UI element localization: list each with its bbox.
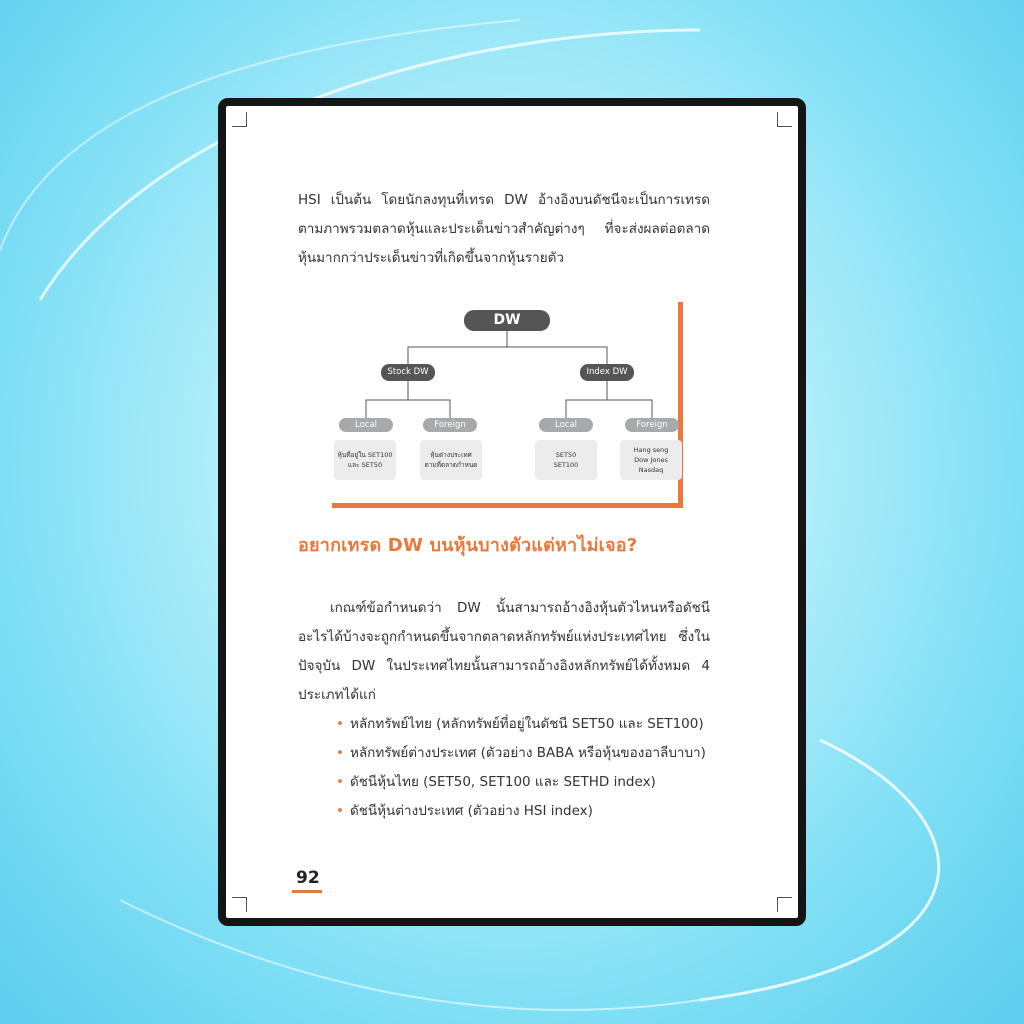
box-line: SET50 <box>555 451 577 459</box>
box-line: ตามที่ตลาดกำหนด <box>424 461 478 469</box>
stock-dw-node: Stock DW <box>381 364 435 381</box>
stock-foreign-box <box>420 440 482 480</box>
box-line: Hang seng <box>633 446 669 454</box>
index-foreign-box <box>620 440 682 480</box>
index-foreign-node: Foreign <box>625 418 679 432</box>
criteria-paragraph: เกณฑ์ข้อกำหนดว่า DW นั้นสามารถอ้างอิงหุ้นตัวไหนหรือดัชนีอะไรได้บ้างจะถูกกำหนดขึ้นจากตลาดหลักทรัพย์แห่งประเทศไทย ซึ่งในปัจจุบัน DW ในประเทศไทยนั้นสามารถอ้างอิงหลักทรัพย์ได้ทั้งหมด 4 ประเภทได้แก่ <box>298 600 710 703</box>
stock-local-node: Local <box>339 418 393 432</box>
list-item-text: ดัชนีหุ้นไทย (SET50, SET100 และ SETHD index) <box>349 774 656 790</box>
list-item <box>298 768 710 797</box>
box-line: หุ้นต่างประเทศ <box>430 451 472 459</box>
bullet-icon: • <box>336 716 344 732</box>
diagram-connectors <box>322 302 700 512</box>
bullet-icon: • <box>336 774 344 790</box>
box-line: Dow Jones <box>634 456 668 464</box>
dw-root-node: DW <box>464 310 550 331</box>
page-number: 92 <box>296 868 320 888</box>
box-line: Nasdaq <box>638 466 664 474</box>
intro-paragraph: HSI เป็นต้น โดยนักลงทุนที่เทรด DW อ้างอิงบนดัชนีจะเป็นการเทรดตามภาพรวมตลาดหุ้นและประเด็นข่าวสำคัญต่างๆ ที่จะส่งผลต่อตลาดหุ้นมากกว่าประเด็นข่าวที่เกิดขึ้นจากหุ้นรายตัว <box>298 192 710 266</box>
list-item-text: ดัชนีหุ้นต่างประเทศ (ตัวอย่าง HSI index) <box>349 803 593 819</box>
book-page <box>218 98 806 926</box>
bullet-icon: • <box>336 803 344 819</box>
index-dw-node: Index DW <box>580 364 634 381</box>
index-local-node: Local <box>539 418 593 432</box>
list-item <box>298 739 710 768</box>
box-line: SET100 <box>553 461 579 469</box>
stock-local-box <box>334 440 396 480</box>
underlying-types-list <box>298 710 710 826</box>
list-item <box>298 797 710 826</box>
box-line: และ SET50 <box>347 461 383 469</box>
crop-mark <box>232 112 247 127</box>
dw-tree-diagram <box>322 302 700 512</box>
crop-mark <box>777 897 792 912</box>
section-heading: อยากเทรด DW บนหุ้นบางตัวแต่หาไม่เจอ? <box>298 535 638 556</box>
list-item <box>298 710 710 739</box>
list-item-text: หลักทรัพย์ไทย (หลักทรัพย์ที่อยู่ในดัชนี SET50 และ SET100) <box>349 716 704 732</box>
crop-mark <box>777 112 792 127</box>
index-local-box <box>535 440 597 480</box>
list-item-text: หลักทรัพย์ต่างประเทศ (ตัวอย่าง BABA หรือหุ้นของอาลีบาบา) <box>349 745 706 761</box>
bullet-icon: • <box>336 745 344 761</box>
page-number-underline <box>292 890 322 893</box>
stock-foreign-node: Foreign <box>423 418 477 432</box>
box-line: หุ้นที่อยู่ใน SET100 <box>337 451 393 459</box>
crop-mark <box>232 897 247 912</box>
